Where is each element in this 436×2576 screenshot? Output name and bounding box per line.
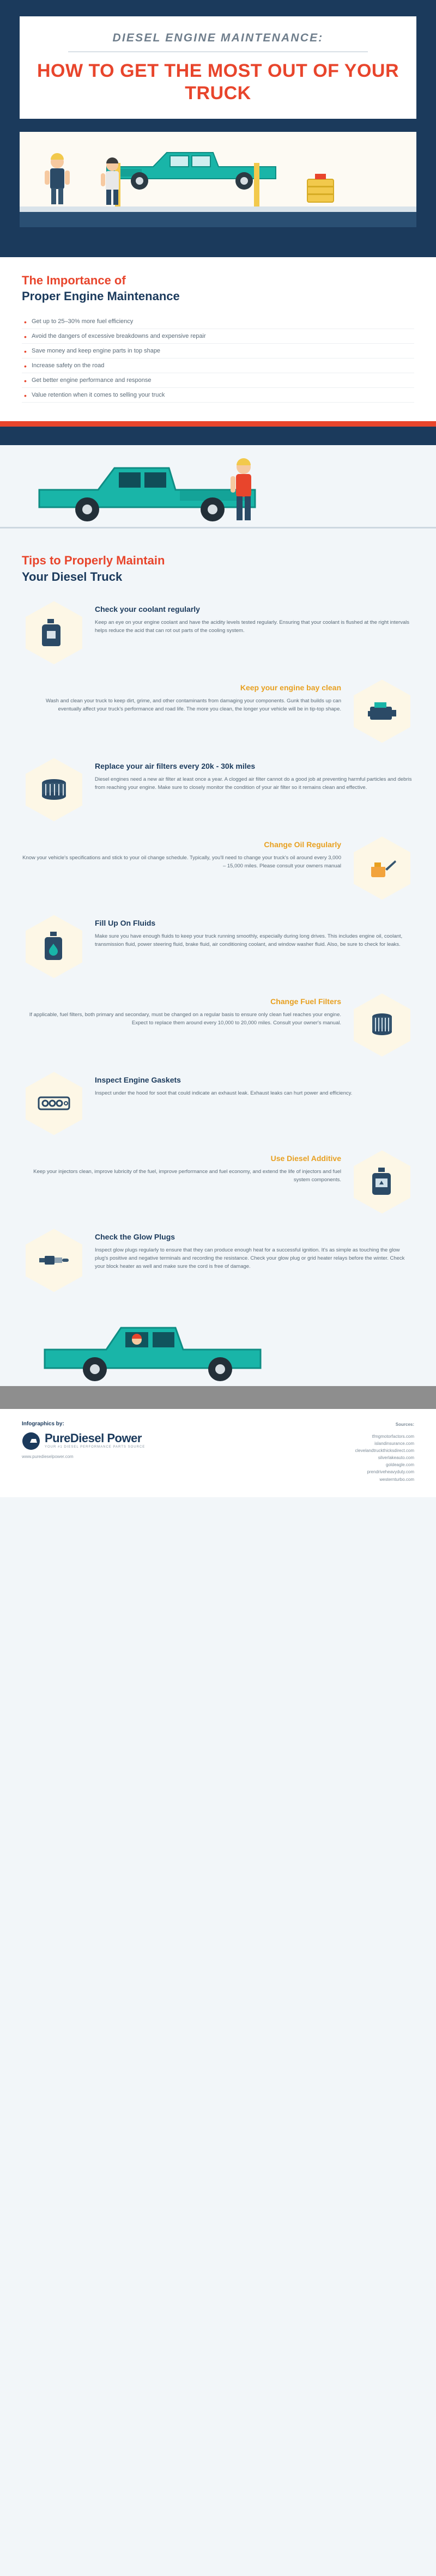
tip-icon-container bbox=[22, 1229, 86, 1292]
header-divider bbox=[68, 51, 368, 52]
tip-title: Fill Up On Fluids bbox=[95, 919, 156, 928]
hero-driving-illustration bbox=[0, 1308, 436, 1409]
hex-frame bbox=[354, 1150, 410, 1213]
tip-title: Change Fuel Filters bbox=[270, 997, 341, 1006]
importance-bullet-list bbox=[22, 314, 414, 403]
tip-text: Inspect glow plugs regularly to ensure that they can produce enough heat for a successful ignition. It's as simple as touching the glow plug's positive and negative terminals and recording the resistance. Check your glow plug or grid heater relays before the winter. Check your block heater as well and make sure the cord is free of damage. bbox=[95, 1247, 405, 1269]
tip-icon-container bbox=[22, 915, 86, 978]
tip-item bbox=[0, 1064, 436, 1143]
tip-title: Use Diesel Additive bbox=[270, 1154, 341, 1163]
importance-title-line1: The Importance of bbox=[22, 273, 126, 287]
tip-item bbox=[0, 672, 436, 750]
brand-logo-icon bbox=[22, 1432, 40, 1450]
tip-item bbox=[0, 1143, 436, 1221]
tip-text: Diesel engines need a new air filter at least once a year. A clogged air filter cannot do a good job at preventing harmful particles and debris from reaching your engine. Make sure to closely monitor the condition of your air filter so it remains clean and effective. bbox=[95, 776, 412, 791]
brand-name bbox=[45, 1431, 145, 1445]
tip-icon-container bbox=[22, 758, 86, 821]
tip-title: Check the Glow Plugs bbox=[95, 1232, 175, 1242]
source-item: tfmgmotorfactors.com bbox=[372, 1433, 414, 1439]
road bbox=[0, 1386, 436, 1409]
infographics-by-label: Infographics by: bbox=[22, 1421, 64, 1427]
brand-name-pure: Pure bbox=[45, 1431, 70, 1445]
hex-frame bbox=[26, 1072, 82, 1135]
tip-body bbox=[95, 601, 414, 635]
hex-frame bbox=[26, 915, 82, 978]
source-item: prendriveheavyduty.com bbox=[367, 1469, 414, 1475]
footer bbox=[0, 1409, 436, 1497]
tip-title: Replace your air filters every 20k - 30k miles bbox=[95, 762, 256, 771]
tip-body bbox=[95, 1229, 414, 1271]
source-item: westernturbo.com bbox=[379, 1477, 414, 1482]
garage-floor-edge bbox=[20, 206, 416, 212]
tip-text: Make sure you have enough fluids to keep your truck running smoothly, especially during long drives. This includes engine oil, coolant, transmission fluid, power steering fluid, brake fluid, air conditioning coolant, and window washer fluid. Also, be sure to check for leaks. bbox=[95, 933, 403, 947]
tip-icon-container bbox=[350, 1150, 414, 1213]
glow-plug-icon bbox=[37, 1249, 71, 1271]
tip-item bbox=[0, 750, 436, 829]
tip-icon-container bbox=[22, 601, 86, 664]
source-item: goldeagle.com bbox=[385, 1462, 414, 1468]
importance-title bbox=[22, 272, 414, 305]
brand-name-rest: Diesel Power bbox=[70, 1431, 142, 1445]
tip-icon-container bbox=[22, 1072, 86, 1135]
garage-floor bbox=[20, 212, 416, 227]
tip-item bbox=[0, 1221, 436, 1299]
head-gasket-icon bbox=[38, 1094, 70, 1113]
hex-frame bbox=[26, 758, 82, 821]
list-item: • Get better engine performance and response bbox=[22, 373, 414, 388]
list-item: • Increase safety on the road bbox=[22, 359, 414, 373]
tip-body bbox=[95, 1072, 414, 1097]
header-kicker: DIESEL ENGINE MAINTENANCE: bbox=[112, 32, 324, 44]
tool-cart-icon bbox=[303, 168, 338, 206]
tip-title: Check your coolant regularly bbox=[95, 605, 200, 614]
tip-body bbox=[95, 758, 414, 792]
hex-frame bbox=[354, 993, 410, 1056]
mechanic-left bbox=[40, 152, 74, 206]
tip-body bbox=[22, 1150, 341, 1184]
hex-frame bbox=[354, 679, 410, 743]
source-item: clevelandtruckthicksdirect.com bbox=[355, 1448, 414, 1453]
additive-bottle-icon bbox=[371, 1167, 393, 1197]
tip-icon-container bbox=[350, 679, 414, 743]
tips-title bbox=[22, 552, 414, 585]
importance-title-line2: Proper Engine Maintenance bbox=[22, 289, 180, 303]
tip-title: Inspect Engine Gaskets bbox=[95, 1076, 181, 1085]
brand-url[interactable]: www.puredieselpower.com bbox=[22, 1454, 74, 1460]
tip-body bbox=[22, 836, 341, 870]
tip-text: Wash and clean your truck to keep dirt, grime, and other contaminants from damaging your components. Gunk that builds up can eventually affect your truck's performance and road life. The more you clean, the longer your vehicle will be in tip-top shape. bbox=[46, 697, 341, 712]
tips-header bbox=[0, 540, 436, 593]
mechanic-right bbox=[96, 156, 129, 206]
tips-title-line2: Your Diesel Truck bbox=[22, 569, 123, 584]
list-item: • Save money and keep engine parts in top shape bbox=[22, 344, 414, 359]
hero-garage-canvas bbox=[20, 132, 416, 227]
importance-section bbox=[0, 257, 436, 421]
hex-frame bbox=[26, 601, 82, 664]
divider-red-band bbox=[0, 421, 436, 427]
air-filter-icon bbox=[39, 777, 69, 801]
tip-item bbox=[0, 907, 436, 986]
sources-label: Sources: bbox=[395, 1422, 414, 1427]
oil-can-icon bbox=[367, 856, 397, 880]
tip-item bbox=[0, 986, 436, 1064]
source-item: islandinsurance.com bbox=[374, 1441, 414, 1446]
list-item: • Value retention when it comes to selling your truck bbox=[22, 388, 414, 403]
tips-title-line1: Tips to Properly Maintain bbox=[22, 553, 165, 567]
tip-text: Inspect under the hood for soot that could indicate an exhaust leak. Exhaust leaks can hurt power and efficiency. bbox=[95, 1090, 353, 1096]
tip-title: Change Oil Regularly bbox=[264, 840, 341, 849]
hero-truck-illustration bbox=[0, 445, 436, 540]
driving-truck-illustration bbox=[38, 1318, 267, 1389]
hero-garage-illustration bbox=[0, 132, 436, 257]
page-title: HOW TO GET THE MOST OUT OF YOUR TRUCK bbox=[37, 60, 399, 104]
tip-text: If applicable, fuel filters, both primary and secondary, must be changed on a regular basis to ensure only clean fuel reaches your engine. Expect to replace them around every 10,000 to 20,000 miles. Consult your owner's manual. bbox=[29, 1011, 341, 1026]
tip-item bbox=[0, 593, 436, 672]
header-card bbox=[20, 16, 416, 119]
tip-body bbox=[22, 679, 341, 713]
person-standing-illustration bbox=[225, 456, 263, 528]
hex-frame bbox=[354, 836, 410, 900]
tip-text: Keep an eye on your engine coolant and have the acidity levels tested regularly. Ensuring that your coolant is flushed at the right intervals helps reduce the acid that can rot out parts of the cooling system. bbox=[95, 619, 410, 634]
tip-item bbox=[0, 829, 436, 907]
lift-post-right bbox=[254, 163, 259, 206]
engine-block-icon bbox=[367, 698, 397, 724]
divider-navy-band bbox=[0, 427, 436, 445]
brand-tagline: YOUR #1 DIESEL PERFORMANCE PARTS SOURCE bbox=[45, 1445, 146, 1449]
sources-block bbox=[355, 1421, 414, 1483]
coolant-bottle-icon bbox=[40, 617, 68, 648]
tip-icon-container bbox=[350, 993, 414, 1056]
fuel-filter-icon bbox=[368, 1011, 396, 1038]
list-item: • Get up to 25–30% more fuel efficiency bbox=[22, 314, 414, 329]
list-item: • Avoid the dangers of excessive breakdowns and expensive repair bbox=[22, 329, 414, 344]
tip-body bbox=[22, 993, 341, 1027]
tip-text: Know your vehicle's specifications and stick to your oil change schedule. Typically, you'll need to change your truck's oil around every 3,000 – 15,000 miles. Please consult your owners manual bbox=[22, 854, 341, 869]
hex-frame bbox=[26, 1229, 82, 1292]
tip-body bbox=[95, 915, 414, 949]
tip-icon-container bbox=[350, 836, 414, 900]
header bbox=[0, 0, 436, 132]
source-item: silverlakeauto.com bbox=[378, 1455, 414, 1461]
tip-title: Keep your engine bay clean bbox=[240, 683, 341, 692]
fluid-bottle-icon bbox=[42, 931, 66, 962]
tip-text: Keep your injectors clean, improve lubricity of the fuel, improve performance and fuel economy, and extend the life of injectors and fuel system components. bbox=[33, 1168, 341, 1183]
footer-brand-block bbox=[22, 1421, 145, 1483]
